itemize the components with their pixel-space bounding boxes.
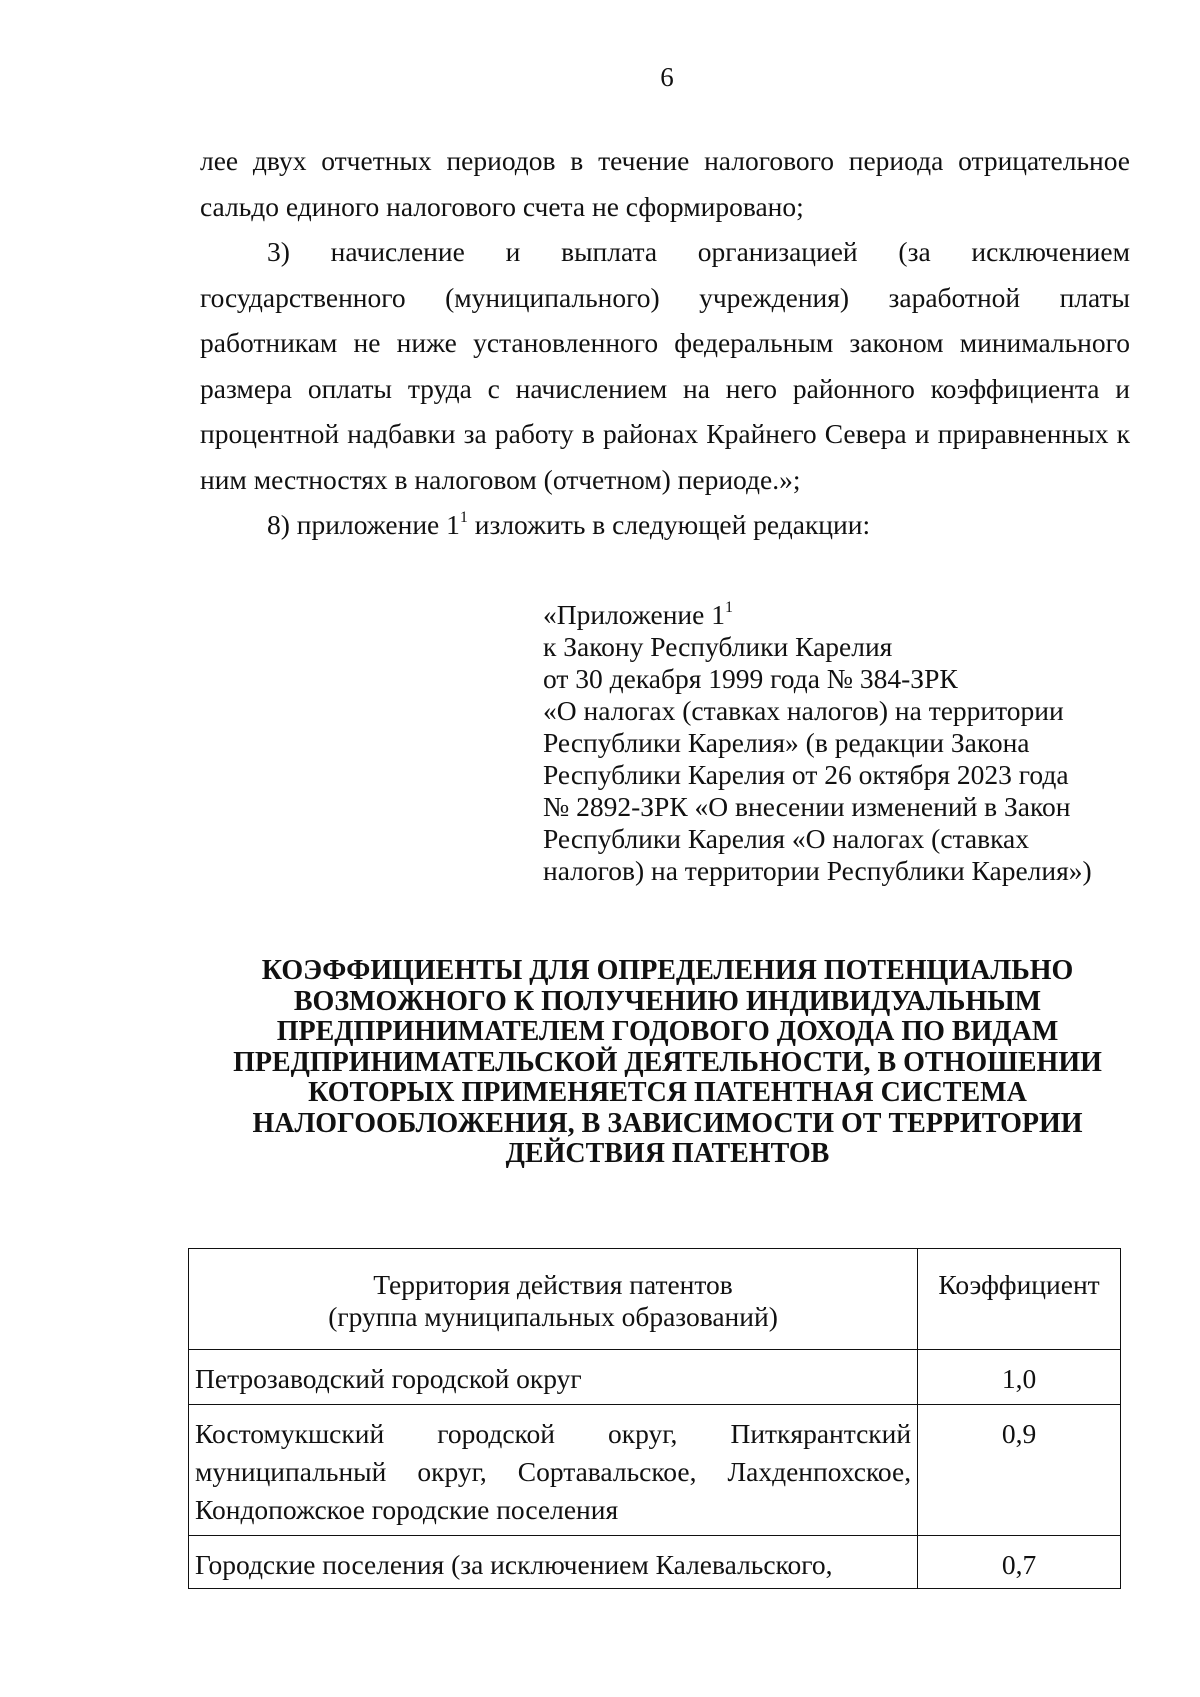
appendix-title: «Приложение 1 bbox=[543, 599, 725, 630]
table-header-row bbox=[189, 1249, 1121, 1350]
header-territory bbox=[189, 1249, 918, 1350]
heading-line: ПРЕДПРИНИМАТЕЛЕМ ГОДОВОГО ДОХОДА ПО ВИДАМ bbox=[276, 1016, 1059, 1047]
heading-line: ПРЕДПРИНИМАТЕЛЬСКОЙ ДЕЯТЕЛЬНОСТИ, В ОТНОШЕНИИ bbox=[233, 1046, 1102, 1078]
coefficient-cell: 0,9 bbox=[918, 1405, 1121, 1536]
appendix-line: Республики Карелия» (в редакции Закона bbox=[543, 727, 1030, 758]
coefficient-cell: 0,7 bbox=[918, 1536, 1121, 1589]
table-row bbox=[189, 1405, 1121, 1536]
heading-line: КОЭФФИЦИЕНТЫ ДЛЯ ОПРЕДЕЛЕНИЯ ПОТЕНЦИАЛЬНО bbox=[261, 955, 1074, 986]
appendix-line: к Закону Республики Карелия bbox=[543, 631, 893, 662]
coefficients-table bbox=[188, 1248, 1121, 1589]
appendix-line bbox=[543, 599, 1143, 631]
territory-cell: Городские поселения (за исключением Калевальского, bbox=[189, 1536, 918, 1589]
heading-line: НАЛОГООБЛОЖЕНИЯ, В ЗАВИСИМОСТИ ОТ ТЕРРИТОРИИ bbox=[252, 1107, 1083, 1139]
paragraph-item-8-text: 8) приложение 1 bbox=[267, 509, 460, 540]
superscript: 1 bbox=[724, 599, 733, 616]
body-text bbox=[200, 138, 1130, 548]
section-heading bbox=[200, 956, 1135, 1170]
appendix-line: Республики Карелия «О налогах (ставках bbox=[543, 823, 1029, 854]
territory-cell: Костомукшский городской округ, Питкярантский муниципальный округ, Сортавальское, Лахденпохское, Кондопожское городские поселения bbox=[189, 1405, 918, 1536]
header-coefficient: Коэффициент bbox=[918, 1249, 1121, 1350]
superscript: 1 bbox=[459, 509, 468, 526]
heading-line: ВОЗМОЖНОГО К ПОЛУЧЕНИЮ ИНДИВИДУАЛЬНЫМ bbox=[293, 985, 1042, 1017]
table-row bbox=[189, 1350, 1121, 1405]
appendix-line: от 30 декабря 1999 года № 384-ЗРК bbox=[543, 663, 958, 694]
header-territory-line2: (группа муниципальных образований) bbox=[328, 1301, 778, 1332]
table-row bbox=[189, 1536, 1121, 1589]
appendix-line: № 2892-ЗРК «О внесении изменений в Закон bbox=[543, 791, 1071, 822]
paragraph-continuation: лее двух отчетных периодов в течение налогового периода отрицательное сальдо единого налогового счета не сформировано; bbox=[200, 145, 1130, 222]
paragraph-item-3: 3) начисление и выплата организацией (за исключением государственного (муниципального) учреждения) заработной платы работникам не ниже установленного федеральным законом минимального размера оплаты труда с начислением на него районного коэффициента и процентной надбавки за работу в районах Крайнего Севера и приравненных к ним местностях в налоговом (отчетном) периоде.»; bbox=[200, 236, 1130, 495]
appendix-line: Республики Карелия от 26 октября 2023 года bbox=[543, 759, 1069, 790]
coefficient-cell: 1,0 bbox=[918, 1350, 1121, 1405]
heading-line: КОТОРЫХ ПРИМЕНЯЕТСЯ ПАТЕНТНАЯ СИСТЕМА bbox=[308, 1077, 1027, 1108]
header-territory-line1: Территория действия патентов bbox=[373, 1269, 733, 1300]
paragraph-item-8-text-end: изложить в следующей редакции: bbox=[467, 509, 871, 540]
appendix-line: налогов) на территории Республики Карелия») bbox=[543, 855, 1092, 886]
appendix-line: «О налогах (ставках налогов) на территории bbox=[543, 695, 1064, 726]
paragraph-item-8 bbox=[200, 502, 1130, 548]
heading-line: ДЕЙСТВИЯ ПАТЕНТОВ bbox=[505, 1138, 830, 1169]
appendix-reference bbox=[543, 599, 1143, 887]
territory-cell: Петрозаводский городской округ bbox=[189, 1350, 918, 1405]
page-number: 6 bbox=[660, 62, 674, 92]
